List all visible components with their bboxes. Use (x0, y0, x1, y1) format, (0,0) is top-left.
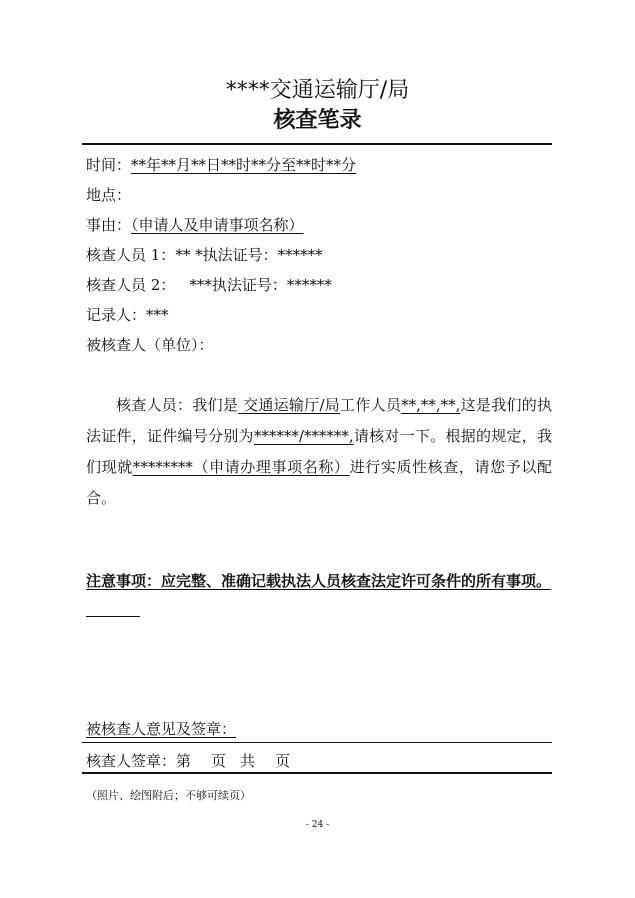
place-row (86, 184, 131, 206)
inspected-row (86, 334, 214, 356)
sign-divider (82, 772, 552, 774)
document-title: ****交通运输厅/局 (225, 78, 410, 103)
inspector-sign-label: 核查人签章： (86, 752, 177, 770)
statement-part-5: 进行实质性核查，请您予以配合。 (86, 458, 552, 507)
recorder-label: 记录人： (86, 306, 147, 324)
footnote: （照片、绘图附后；不够可续页） (86, 789, 251, 802)
page-gong: 共 (240, 752, 256, 770)
notice-block (86, 566, 552, 628)
inspector1-value: ** *执法证号：****** (175, 246, 323, 264)
page-ye: 页 (211, 752, 227, 770)
page-ye-total: 页 (275, 752, 291, 770)
time-value: **年**月**日**时**分至**时**分 (131, 156, 357, 174)
inspector-sign-row (86, 750, 290, 772)
header-divider (82, 143, 552, 145)
statement-part-4: 请核对一下。根据的规定，我们现就 (86, 427, 552, 476)
opinion-label: 被核查人意见及签章： (86, 720, 237, 738)
notice-blank-line (86, 602, 140, 617)
statement-part-3: 这是我们的执法证件，证件编号分别为 (86, 396, 552, 445)
time-row (86, 154, 356, 176)
notice-text: 注意事项：应完整、准确记载执法人员核查法定许可条件的所有事项。 (86, 572, 552, 590)
statement-part-2: 工作人员 (340, 396, 402, 414)
statement-staff: **,**,**, (401, 396, 461, 414)
inspector2-label: 核查人员 2： (86, 276, 176, 294)
inspector2-row (86, 274, 332, 296)
page-number: - 24 - (305, 820, 330, 830)
inspector1-row (86, 244, 323, 266)
recorder-row (86, 304, 169, 326)
time-label: 时间： (86, 156, 132, 174)
statement-cert-numbers: ******/******, (253, 427, 354, 445)
statement-organization: 交通运输厅/局 (238, 396, 341, 414)
recorder-value: *** (146, 306, 169, 324)
opinion-divider (82, 742, 552, 743)
inspected-label: 被核查人（单位）： (86, 336, 214, 354)
statement-item: ********（申请办理事项名称） (132, 458, 350, 476)
reason-label: 事由： (86, 216, 132, 234)
page-di: 第 (176, 752, 192, 770)
inspector1-label: 核查人员 1： (86, 246, 176, 264)
reason-value: （申请人及申请事项名称） (131, 216, 304, 234)
statement-part-1: 核查人员：我们是 (116, 396, 239, 414)
place-label: 地点： (86, 186, 132, 204)
document-subtitle: 核查笔录 (273, 108, 362, 133)
inspector2-value: ***执法证号：****** (189, 276, 332, 294)
opinion-row (86, 718, 236, 740)
reason-row (86, 214, 304, 236)
statement-paragraph (86, 390, 552, 514)
